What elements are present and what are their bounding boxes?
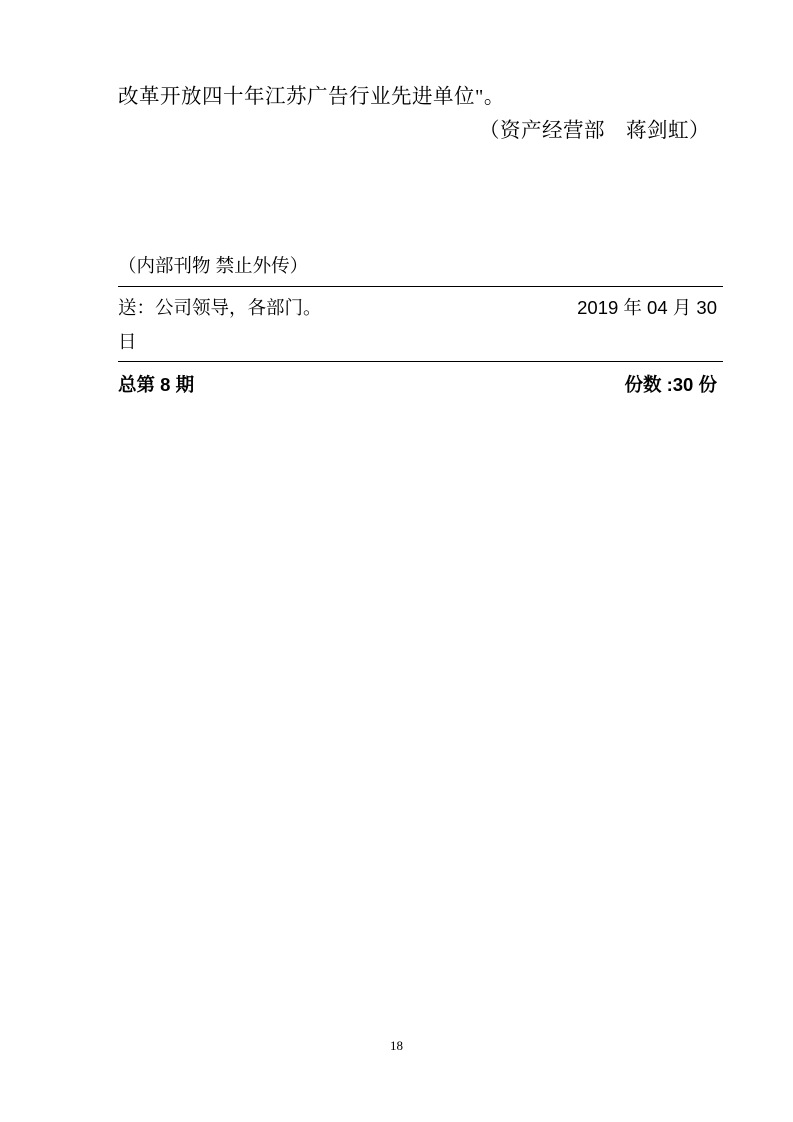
page-number: 18 xyxy=(390,1038,403,1053)
internal-notice: （内部刊物 禁止外传） xyxy=(118,255,309,276)
issue-info-row xyxy=(118,362,723,408)
distribution-row xyxy=(118,287,723,361)
issue-number-label: 总第 8 期 xyxy=(118,374,195,395)
issue-date-continuation: 日 xyxy=(118,331,137,352)
body-paragraph: 改革开放四十年江苏广告行业先进单位"。 xyxy=(118,86,505,108)
signature-line: （资产经营部 蒋剑虹） xyxy=(479,120,710,142)
document-content xyxy=(118,80,722,148)
footer-block xyxy=(118,250,723,408)
copies-label: 份数 :30 份 xyxy=(624,374,717,395)
issue-date: 2019 年 04 月 30 xyxy=(577,297,717,318)
distribution-label: 送：公司领导，各部门。 xyxy=(118,297,322,318)
